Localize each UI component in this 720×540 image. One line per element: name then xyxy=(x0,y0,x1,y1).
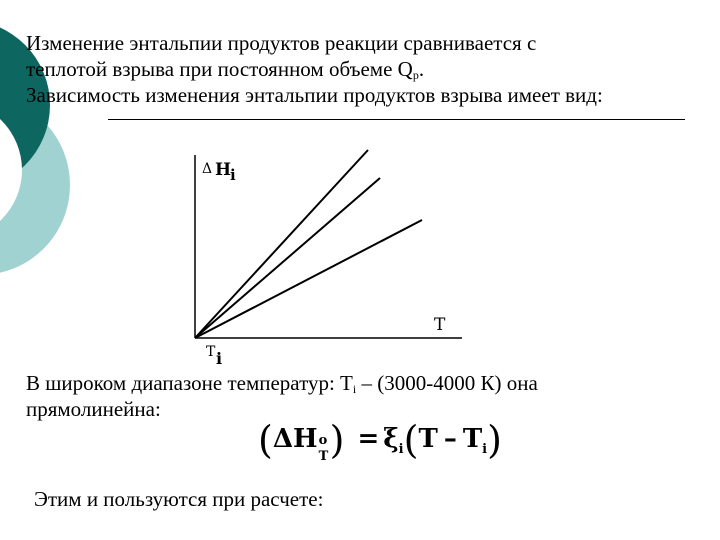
formula-delta-h: ΔH xyxy=(272,424,318,454)
formula-t: T xyxy=(418,424,438,454)
intro-paragraph xyxy=(26,30,603,108)
x-axis-label: T xyxy=(434,315,446,335)
formula-close-paren-2: ) xyxy=(487,418,502,462)
origin-label-sub: i xyxy=(216,349,223,368)
range-line-1-sub: i xyxy=(352,382,357,396)
intro-line-1: Изменение энтальпии продуктов реакции сравнивается с xyxy=(26,31,537,55)
conclusion-text: Этим и пользуются при расчете: xyxy=(34,487,324,511)
range-line-1 xyxy=(26,370,538,396)
divider-line xyxy=(108,119,685,120)
intro-line-2-end: . xyxy=(418,57,425,81)
formula-close-paren: ) xyxy=(329,418,345,462)
formula-minus: – xyxy=(443,424,457,454)
intro-line-2 xyxy=(26,56,603,82)
formula-xi-sub: i xyxy=(398,442,404,457)
formula-sub-t: T xyxy=(318,449,329,464)
intro-line-2-sub: p xyxy=(412,68,419,82)
range-paragraph xyxy=(26,370,538,422)
enthalpy-line-medium xyxy=(195,178,380,338)
range-line-2: прямолинейна: xyxy=(26,397,161,421)
y-axis-label: H xyxy=(215,160,232,180)
enthalpy-line-shallow xyxy=(195,220,422,338)
formula-ti-sub: i xyxy=(482,442,488,457)
enthalpy-formula xyxy=(258,418,502,464)
formula-open-paren-2: ( xyxy=(403,418,419,462)
y-axis-delta: Δ xyxy=(202,161,213,177)
formula-sup: o xyxy=(318,433,328,448)
range-line-1-text: В широком диапазоне температур: T xyxy=(26,371,353,395)
range-line-1-end: – (3000-4000 К) она xyxy=(356,371,538,395)
formula-open-paren: ( xyxy=(258,418,273,462)
formula-ti: T xyxy=(462,424,483,454)
intro-line-2-text: теплотой взрыва при постоянном объеме Q xyxy=(26,57,413,81)
formula-equals: = xyxy=(357,424,380,454)
intro-line-3: Зависимость изменения энтальпии продуктов взрыва имеет вид: xyxy=(26,83,603,107)
origin-label: T xyxy=(206,344,216,360)
enthalpy-diagram xyxy=(180,140,480,370)
y-axis-label-sub: i xyxy=(230,166,236,184)
formula-xi: ξ xyxy=(383,424,399,454)
